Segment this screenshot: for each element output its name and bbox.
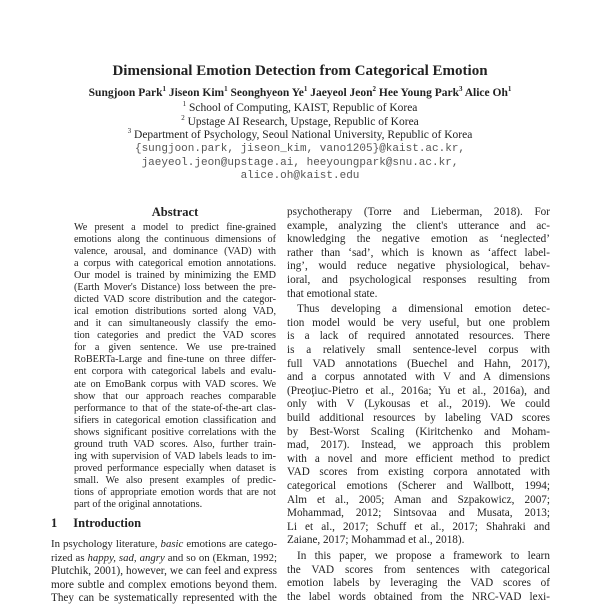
text-line: that emotional state.	[287, 287, 378, 300]
affiliation	[0, 102, 600, 114]
paper-title: Dimensional Emotion Detection from Categorical Emotion	[112, 63, 488, 79]
author-name: Seonghyeon Ye	[230, 87, 304, 99]
affiliation-number: 1	[182, 100, 187, 108]
text-line: dicted VAD score distribution and the categor-	[74, 294, 276, 306]
affiliation	[0, 129, 600, 141]
section-number: 1	[51, 516, 58, 530]
text-segment: and so on (Ekman, 1992;	[164, 551, 278, 564]
text-segment: In psychology literature,	[51, 538, 161, 550]
author	[89, 87, 166, 99]
affiliation-number: 2	[181, 113, 185, 122]
text-line: We present a model to predict fine-grained	[74, 222, 276, 233]
author-name: Jiseon Kim	[168, 87, 225, 99]
author-affiliation-mark: 2	[372, 85, 377, 93]
text-line: rather than ‘sad’, which is known as ‘affect label-	[287, 246, 550, 259]
text-line: Thus developing a dimensional emotion detec-	[297, 303, 550, 316]
email-line: jaeyeol.jeon@upstage.ai, heeyoungpark@snu.ac.kr,	[141, 156, 459, 169]
text-line: (Preoţiuc-Pietro et al., 2016a; Yu et al., 2016a), and	[287, 384, 550, 397]
author-affiliation-mark: 1	[303, 85, 308, 93]
text-line: proved performance especially when dataset is	[74, 462, 276, 474]
author	[310, 87, 376, 99]
text-line: and it can simultaneously classify the emo-	[74, 318, 276, 330]
text-line: the VAD scores from sentences with categorical	[287, 563, 550, 576]
text-line: tions of appropriate emotion words that are not	[74, 486, 276, 498]
text-line: shows significant positive correlations with the	[74, 426, 276, 438]
text-line: tion model would be very useful, but one problem	[287, 316, 550, 329]
section-heading	[51, 516, 141, 531]
text-line: ical emotion distributions sorted along VAD,	[74, 306, 276, 318]
author	[379, 87, 463, 99]
text-line: Alm et al., 2005; Aman and Szpakowicz, 2007;	[287, 493, 550, 506]
text-line: tion categories and predict the VAD scores	[74, 330, 276, 342]
text-line: example, analyzing the client's utterance and ac-	[287, 219, 550, 232]
text-line: ground truth VAD scores. Also, further train-	[74, 438, 276, 450]
text-line: by Best-Worst Scaling (Kiritchenko and Moham-	[287, 425, 550, 438]
author	[169, 87, 228, 99]
text-line: and a corpus annotated with V and A dimensions	[287, 371, 550, 384]
author	[465, 87, 512, 99]
affiliation-number: 3	[127, 127, 132, 136]
affiliation-text: School of Computing, KAIST, Republic of Korea	[188, 102, 418, 114]
email-line: {sungjoon.park, jiseon_kim, vano1205}@kaist.ac.kr,	[134, 143, 466, 155]
author-list	[0, 87, 600, 99]
text-line	[51, 552, 277, 564]
text-line: Mohammad, 2012; Sintsovaa and Musata, 2013;	[287, 507, 550, 520]
emphasized-text: basic	[160, 538, 184, 550]
text-segment: emotions are catego-	[183, 538, 277, 550]
abstract-heading: Abstract	[151, 205, 199, 219]
text-line: build additional resources by labeling VAD scores	[287, 412, 550, 424]
author-affiliation-mark: 1	[224, 85, 228, 93]
text-line	[51, 538, 277, 550]
text-line: small. We also present examples of predic-	[74, 474, 276, 486]
emphasized-text: happy, sad, angry	[87, 551, 165, 564]
text-segment: rized as	[51, 551, 88, 564]
text-line: performance to that of the state-of-the-art clas-	[74, 402, 276, 414]
text-line: part of the original annotations.	[74, 498, 203, 510]
text-line: Plutchik, 2001), however, we can feel and express	[51, 565, 277, 578]
text-line: knowledging the negative emotion as ‘neglected’	[287, 233, 550, 246]
text-line: In this paper, we propose a framework to learn	[297, 550, 550, 562]
text-line: is a relatively small sentence-level corpus with	[287, 344, 550, 356]
text-line: VAD scores from existing corpora annotated with	[287, 466, 550, 479]
text-line: show that our approach reaches comparable	[74, 390, 276, 402]
text-line: ing’, would reduce negative physiological, behav-	[287, 260, 550, 273]
text-line: ing with supervision of VAD labels leads to im-	[74, 450, 276, 462]
text-line: Our model is trained by minimizing the EMD	[74, 270, 276, 282]
text-line: full VAD annotations (Buechel and Hahn, 2017),	[287, 357, 550, 370]
text-line: only with V (Lykousas et al., 2019). We could	[287, 398, 550, 411]
text-line: valence, arousal, and dominance (VAD) with	[74, 246, 276, 258]
author	[230, 87, 307, 99]
text-line: for a given sentence. We use pre-trained	[74, 342, 276, 354]
author-affiliation-mark: 1	[507, 85, 512, 93]
text-line: with a novel and more efficient method to predict	[287, 452, 550, 465]
text-line: (Earth Mover's Distance) loss between the pre-	[74, 282, 276, 294]
affiliation	[0, 113, 600, 128]
email-line: alice.oh@kaist.edu	[240, 170, 360, 183]
text-line: emotions along the continuous dimensions of	[74, 234, 276, 246]
text-line: RoBERTa-Large and fine-tune on three differ-	[74, 354, 276, 366]
section-title: Introduction	[73, 516, 142, 530]
affiliation-text: Upstage AI Research, Upstage, Republic of Korea	[187, 115, 419, 128]
author-name: Hee Young Park	[378, 87, 459, 99]
text-line: ate on EmoBank corpus with VAD scores. We	[74, 378, 276, 390]
text-line: Zaiane, 2017; Mohammad et al., 2018).	[287, 534, 465, 547]
text-line: is a lack of required annotated resources. There	[287, 330, 550, 343]
text-line: psychotherapy (Torre and Lieberman, 2018). For	[287, 206, 550, 218]
text-line: emotion labels by leveraging the VAD scores of	[287, 577, 550, 590]
text-line: more subtle and complex emotions beyond them.	[51, 578, 277, 591]
author-name: Sungjoon Park	[88, 87, 163, 99]
affiliation-text: Department of Psychology, Seoul National University, Republic of Korea	[134, 129, 473, 142]
text-line: a corpus with categorical emotion annotations.	[74, 258, 276, 270]
author-name: Alice Oh	[464, 87, 508, 99]
text-line: ioral, and psychological responses resulting from	[287, 274, 550, 286]
text-line: categorical emotions (Scherer and Wallbott, 1994;	[287, 480, 550, 492]
text-line: ent corpora with categorical labels and evalu-	[74, 366, 276, 378]
text-line: sifiers in categorical emotion classification and	[74, 414, 276, 426]
text-line: Li et al., 2017; Schuff et al., 2017; Shahraki and	[287, 520, 550, 533]
author-affiliation-mark: 3	[458, 85, 463, 93]
text-line: They can be systematically represented with the	[51, 592, 277, 604]
text-line: mad, 2017). Instead, we approach this problem	[287, 439, 550, 452]
author-name: Jaeyeol Jeon	[310, 87, 373, 99]
text-line: the label words obtained from the NRC-VAD lexi-	[287, 590, 550, 603]
author-affiliation-mark: 1	[162, 85, 166, 93]
